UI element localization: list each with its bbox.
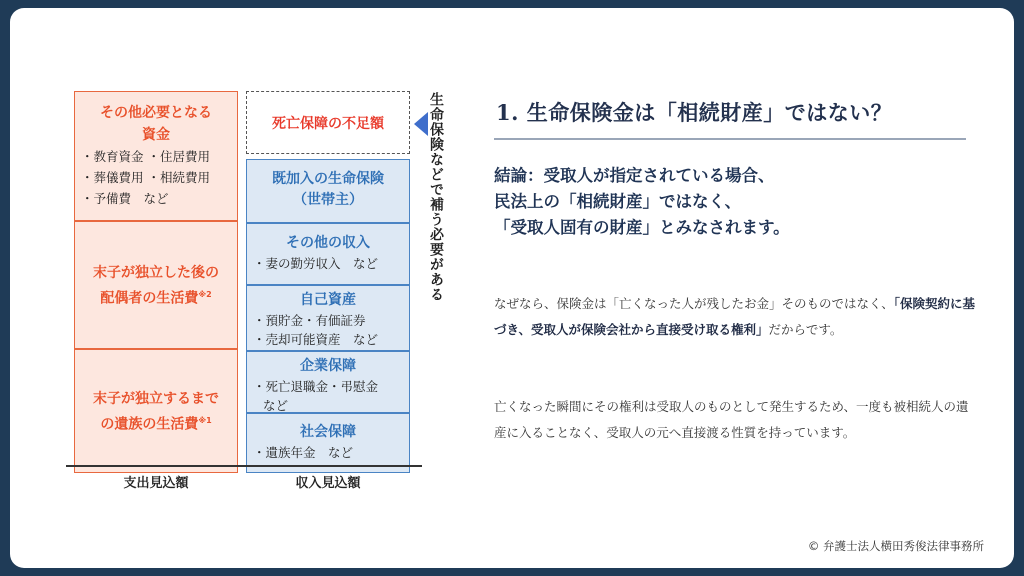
income-box-other-income	[246, 223, 410, 285]
income-title: 自己資産	[300, 292, 356, 308]
expense-item: ・葬儀費用 ・相続費用	[81, 170, 210, 185]
expense-box-family-living	[74, 349, 238, 473]
income-item: ・妻の勤労収入 など	[253, 256, 379, 271]
income-item: など	[263, 398, 289, 413]
expense-box-other-funds	[74, 91, 238, 221]
copyright: © 弁護士法人横田秀俊法律事務所	[807, 539, 984, 553]
key-phrase: 「保険契約に基づき、受取人が保険会社から直接受け取る権利」	[494, 296, 976, 337]
expense-axis-label: 支出見込額	[123, 476, 189, 491]
side-note: 生命保険などで補う必要がある	[428, 92, 444, 302]
income-box-own-assets	[246, 285, 410, 351]
expense-item: ・予備費 など	[81, 191, 169, 206]
expense-title: 末子が独立するまで の遺族の生活費$^{※1}$	[93, 391, 219, 433]
income-item: ・遺族年金 など	[253, 445, 354, 460]
reason-paragraph: なぜなら、保険金は「亡くなった人が残したお金」そのものではなく、「保険契約に基づき、受取人が保険会社から直接受け取る権利」だからです。	[494, 296, 976, 337]
income-box-social	[246, 413, 410, 473]
insurance-needs-diagram	[10, 8, 480, 568]
shortfall-box: 死亡保障の不足額	[246, 91, 410, 154]
conclusion-text: 結論：受取人が指定されている場合、 民法上の「相続財産」ではなく、 「受取人固有の財産」とみなされます。	[494, 166, 790, 237]
detail-paragraph: 亡くなった瞬間にその権利は受取人のものとして発生するため、一度も被相続人の遺産に入ることなく、受取人の元へ直接渡る性質を持っています。	[494, 399, 969, 440]
income-title: 企業保障	[300, 358, 356, 374]
income-box-existing-insurance	[246, 159, 410, 223]
income-item: ・預貯金・有価証券	[253, 313, 366, 328]
income-item: ・売却可能資産 など	[253, 332, 379, 347]
income-title: その他の収入	[286, 235, 370, 251]
expense-box-spouse-living	[74, 221, 238, 349]
baseline	[66, 465, 422, 467]
expense-title: 末子が独立した後の 配偶者の生活費$^{※2}$	[93, 265, 219, 307]
income-item: ・死亡退職金・弔慰金	[253, 379, 379, 394]
section-heading: 1. 生命保険金は「相続財産」ではない？	[496, 100, 893, 125]
expense-item: ・教育資金 ・住居費用	[81, 149, 210, 164]
income-axis-label: 収入見込額	[295, 476, 361, 491]
heading-divider	[494, 138, 966, 140]
slide	[10, 8, 1014, 568]
income-title: 社会保障	[300, 424, 356, 440]
income-title: 既加入の生命保険 （世帯主）	[272, 171, 384, 208]
expense-title: その他必要となる 資金	[100, 105, 212, 143]
income-box-company	[246, 351, 410, 413]
